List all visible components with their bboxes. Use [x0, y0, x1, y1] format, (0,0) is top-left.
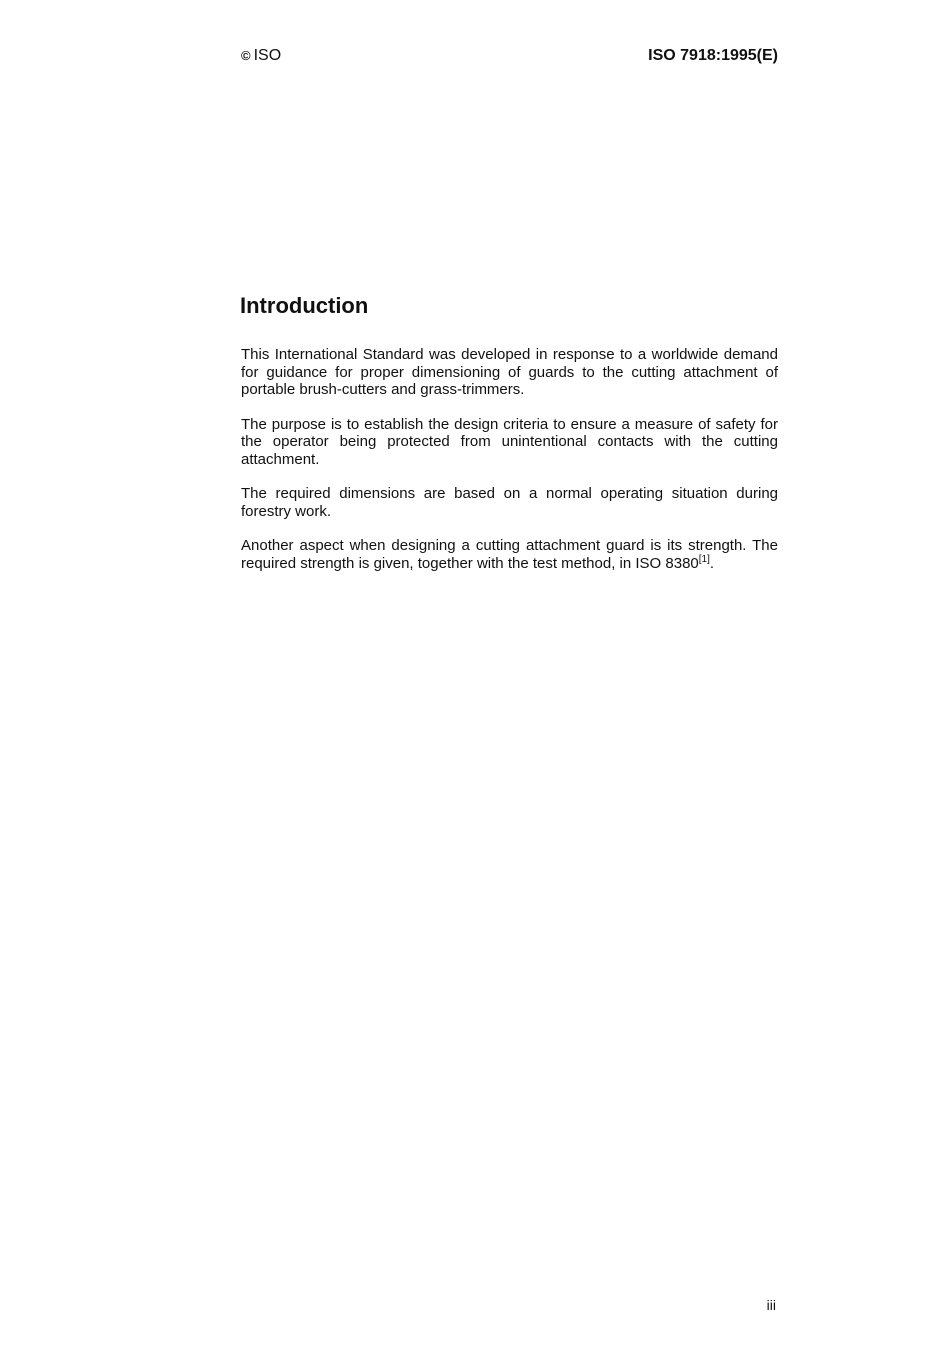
header-standard-id: ISO 7918:1995(E) — [648, 47, 778, 64]
paragraph-purpose: The purpose is to establish the design criteria to ensure a measure of safety for the operator being protected from unintentional contacts with the cutting attachment. — [241, 415, 778, 468]
paragraph-strength — [241, 537, 778, 572]
copyright-icon: © — [241, 48, 251, 63]
paragraph-scope: This International Standard was developed in response to a worldwide demand for guidance for proper dimensioning of guards to the cutting attachment of portable brush-cutters and grass-trimmers. — [241, 346, 778, 398]
section-title: Introduction — [240, 293, 369, 318]
copyright-owner: ISO — [253, 47, 282, 64]
header-copyright — [241, 46, 281, 66]
page-number: iii — [766, 1297, 776, 1313]
paragraph-dimensions: The required dimensions are based on a normal operating situation during forestry work. — [241, 485, 778, 520]
paragraph-strength-text: Another aspect when designing a cutting attachment guard is its strength. The required strength is given, together with the test method, in ISO 8380 — [241, 537, 778, 572]
paragraph-strength-suffix: . — [709, 554, 715, 572]
introduction-body — [241, 346, 778, 589]
bibliography-reference: [1] — [698, 553, 710, 565]
